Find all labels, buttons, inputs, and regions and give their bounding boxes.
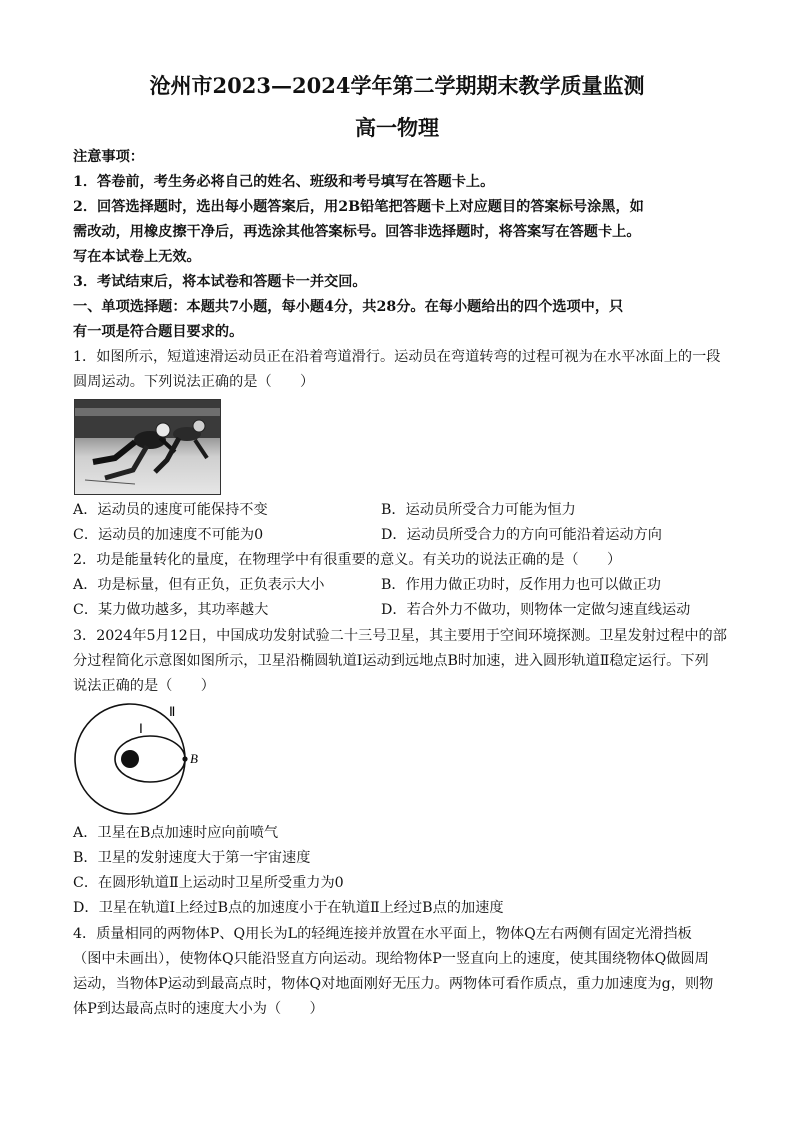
notice-item-2-line-1: 2．回答选择题时，选出每小题答案后，用2B铅笔把答题卡上对应题目的答案标号涂黑，如 — [73, 199, 644, 215]
q3-option-b: B．卫星的发射速度大于第一宇宙速度 — [73, 850, 311, 866]
point-b-label: B — [190, 751, 198, 766]
subject-title: 高一物理 — [355, 115, 439, 140]
q1-stem-line-2: 圆周运动。下列说法正确的是（ ） — [73, 374, 315, 390]
orbit-diagram — [73, 703, 213, 815]
q3-stem-line-1: 3．2024年5月12日，中国成功发射试验二十三号卫星，其主要用于空间环境探测。卫星发射过程中的部 — [73, 628, 727, 644]
q4-stem-line-1: 4．质量相同的两物体P、Q用长为L的轻绳连接并放置在水平面上，物体Q左右两侧有固定光滑挡板 — [73, 926, 692, 942]
q1-option-b: B．运动员所受合力可能为恒力 — [381, 502, 576, 518]
q3-stem-line-2: 分过程简化示意图如图所示，卫星沿椭圆轨道Ⅰ运动到远地点B时加速，进入圆形轨道Ⅱ稳定运行。下列 — [73, 653, 709, 669]
q4-stem-line-4: 体P到达最高点时的速度大小为（ ） — [73, 1001, 324, 1017]
q1-option-d: D．运动员所受合力的方向可能沿着运动方向 — [381, 527, 662, 543]
notice-item-3: 3．考试结束后，将本试卷和答题卡一并交回。 — [73, 274, 367, 290]
notice-item-2-line-3: 写在本试卷上无效。 — [73, 249, 201, 265]
orbit-label-i: Ⅰ — [139, 721, 143, 736]
exam-title: 沧州市2023—2024学年第二学期期末教学质量监测 — [149, 73, 645, 98]
q1-stem-line-1: 1．如图所示，短道速滑运动员正在沿着弯道滑行。运动员在弯道转弯的过程可视为在水平冰面上的一段 — [73, 349, 721, 365]
q2-option-c: C．某力做功越多，其功率越大 — [73, 602, 269, 618]
q2-stem: 2．功是能量转化的量度，在物理学中有很重要的意义。有关功的说法正确的是（ ） — [73, 552, 622, 568]
q2-option-d: D．若合外力不做功，则物体一定做匀速直线运动 — [381, 602, 691, 618]
q4-stem-line-3: 运动，当物体P运动到最高点时，物体Q对地面刚好无压力。两物体可看作质点，重力加速度为g，则物 — [73, 976, 714, 992]
q2-option-b: B．作用力做正功时，反作用力也可以做正功 — [381, 577, 661, 593]
speed-skater-photo — [74, 399, 221, 495]
notice-item-1: 1．答卷前，考生务必将自己的姓名、班级和考号填写在答题卡上。 — [73, 174, 495, 190]
q3-option-a: A．卫星在B点加速时应向前喷气 — [73, 825, 279, 841]
q3-stem-line-3: 说法正确的是（ ） — [73, 678, 215, 694]
section-heading-line-2: 有一项是符合题目要求的。 — [73, 324, 244, 340]
notice-item-2-line-2: 需改动，用橡皮擦干净后，再选涂其他答案标号。回答非选择题时，将答案写在答题卡上。 — [73, 224, 641, 240]
q1-option-a: A．运动员的速度可能保持不变 — [73, 502, 268, 518]
speed-skater-illustration — [75, 400, 220, 494]
q1-option-c: C．运动员的加速度不可能为0 — [73, 527, 264, 543]
section-heading-line-1: 一、单项选择题：本题共7小题，每小题4分，共28分。在每小题给出的四个选项中，只 — [73, 299, 624, 315]
q4-stem-line-2: （图中未画出），使物体Q只能沿竖直方向运动。现给物体P一竖直向上的速度，使其围绕物体Q做圆周 — [73, 951, 709, 967]
q3-option-d: D．卫星在轨道Ⅰ上经过B点的加速度小于在轨道Ⅱ上经过B点的加速度 — [73, 900, 504, 916]
earth-dot — [121, 750, 139, 768]
notice-heading: 注意事项： — [73, 149, 144, 165]
point-b-dot — [182, 756, 187, 761]
q3-option-c: C．在圆形轨道Ⅱ上运动时卫星所受重力为0 — [73, 875, 344, 891]
orbit-label-ii: Ⅱ — [169, 704, 176, 719]
q2-option-a: A．功是标量，但有正负，正负表示大小 — [73, 577, 325, 593]
